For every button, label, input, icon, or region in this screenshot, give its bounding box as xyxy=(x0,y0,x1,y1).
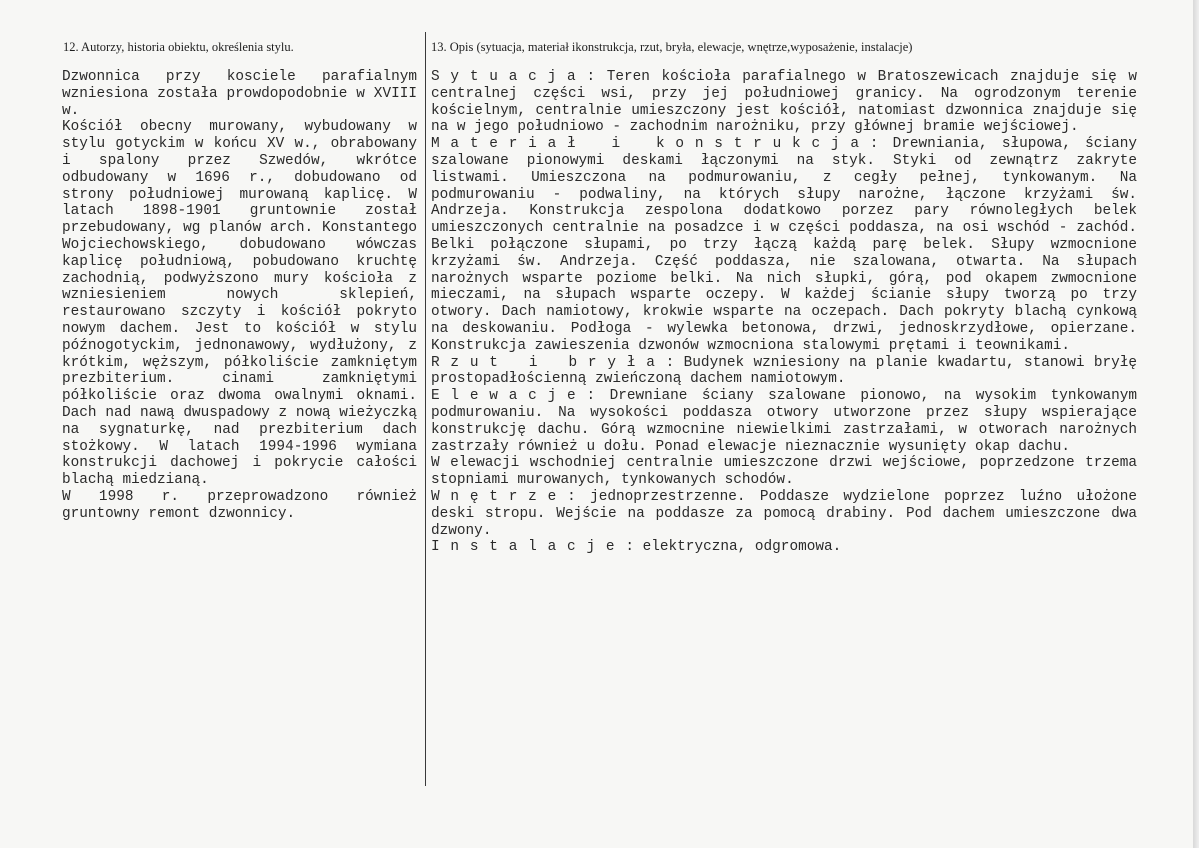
history-paragraph: Kościół obecny murowany, wybudowany w stylu gotyckim w końcu XV w., obrabowany i spalony przez Szwedów, wkrótce odbudowany w 1696 r., dobudowano od strony południowej murowaną kaplicę. W latach 1898-1901 gruntownie został przebudowany, wg planów arch. Konstantego Wojciechowskiego, dobudowano wówczas kaplicę południową, pobudowano kruchtę zachodnią, podwyższono mury kościoła z wzniesieniem nowych sklepień, restaurowano szczyty i kościół pokryto nowym dachem. Jest to kościół w stylu późnogotyckim, jednonawowy, wydłużony, z krótkim, węższym, półkoliście zamkniętym prezbiterium. cinami zamkniętymi półkoliście oraz dwoma owalnymi oknami. Dach nad nawą dwuspadowy z nową wieżyczką na sygnaturkę, nad prezbiterium dach stożkowy. W latach 1994-1996 wymiana konstrukcji dachowej i pokrycie całości blachą miedzianą. xyxy=(62,119,417,489)
section-label: Elewacje xyxy=(431,388,587,405)
section-wnetrze xyxy=(431,489,1137,539)
section-text: : Drewniania, słupowa, ściany szalowane pionowymi deskami łączonymi na styk. Styki od zewnątrz zakryte listwami. Umieszczona na podmurowaniu, z cegły pełnej, tynkowanym. Na podmurowaniu - podwaliny, na których słupy narożne, łączone krzyżami św. Andrzeja. Konstrukcja zespolona dodatkowo porzez pary równoległych belek umieszczonych centralnie na posadzce i w części poddasza, na osi wschód - zachód. Belki połączone słupami, po trzy łączą każdą parę belek. Słupy wzmocnione krzyżami św. Andrzeja. Część poddasza, nie szalowana, otwarta. Na słupach narożnych wsparte poziome belki. Na nich słupki, górą, pod okapem zwmocnione mieczami, na słupach wsparte oczepy. W każdej ścianie słupy tworzą po trzy otwory. Dach namiotowy, krokwie wsparte na oczepach. Dach pokryty blachą cynkową na deskowaniu. Podłoga - wylewka betonowa, drzwi, jednoskrzydłowe, opierzane. Konstrukcja zawieszenia dzwonów wzmocniona stalowymi prętami i teownikami. xyxy=(431,136,1137,354)
section-text: : Drewniane ściany szalowane pionowo, na wysokim tynkowanym podmurowaniu. Na wysokości poddasza otwory utworzone przez słupy wspierające konstrukcję dachu. Górą wzmocnine niewielkimi zastrzałami, w otworach narożnych zastrzały również u dołu. Ponad elewacje nieznacznie wysunięty okap dachu. xyxy=(431,388,1137,455)
section-label: Sytuacja xyxy=(431,69,587,85)
section-elewacje xyxy=(431,388,1137,455)
section-rzut-bryla xyxy=(431,355,1137,389)
section-label: Wnętrze xyxy=(431,488,568,505)
history-paragraph: Dzwonnica przy kosciele parafialnym wzniesiona została prowdopodobnie w XVIII w. xyxy=(62,69,417,119)
section-text: : elektryczna, odgromowa. xyxy=(625,539,842,556)
section-text: : Teren kościoła parafialnego w Bratoszewicach znajduje się w centralnej części wsi, przy jej południowej granicy. Na ogrodzonym terenie kościelnym, centralnie umieszczony jest kościół, natomiast dzwonnica znajduje się na w jego południowo - zachodnim narożniku, przy głównej bramie wejściowej. xyxy=(431,69,1137,136)
section-13-heading: 13. Opis (sytuacja, materiał ikonstrukcja, rzut, bryła, elewacje, wnętrze,wyposażenie, instalacje) xyxy=(431,40,913,54)
column-divider xyxy=(425,32,426,786)
section-material-konstrukcja xyxy=(431,136,1137,354)
page-edge xyxy=(1193,0,1199,848)
section-text: : Budynek wzniesiony na planie kwadartu, stanowi bryłę prostopadłościenną zwieńczoną dachem namiotowym. xyxy=(431,354,1137,388)
section-12-heading: 12. Autorzy, historia obiektu, określenia stylu. xyxy=(63,40,294,54)
history-paragraph: W 1998 r. przeprowadzono również gruntowny remont dzwonnicy. xyxy=(62,488,417,522)
section-label: Materiał i konstrukcja xyxy=(431,136,870,153)
section-instalacje xyxy=(431,539,1137,556)
section-elewacje-cont xyxy=(431,455,1137,489)
section-sytuacja xyxy=(431,69,1137,136)
section-label: Instalacje xyxy=(431,539,626,556)
section-text: W elewacji wschodniej centralnie umieszczone drzwi wejściowe, poprzedzone trzema stopniami murowanych, tynkowanych schodów. xyxy=(431,455,1137,489)
description-column xyxy=(431,69,1137,556)
section-text: : jednoprzestrzenne. Poddasze wydzielone poprzez luźno ułożone deski stropu. Wejście na poddasze za pomocą drabiny. Pod dachem umieszczone dwa dzwony. xyxy=(431,488,1137,539)
section-label: Rzut i bryła xyxy=(431,354,666,371)
history-column xyxy=(62,69,417,523)
